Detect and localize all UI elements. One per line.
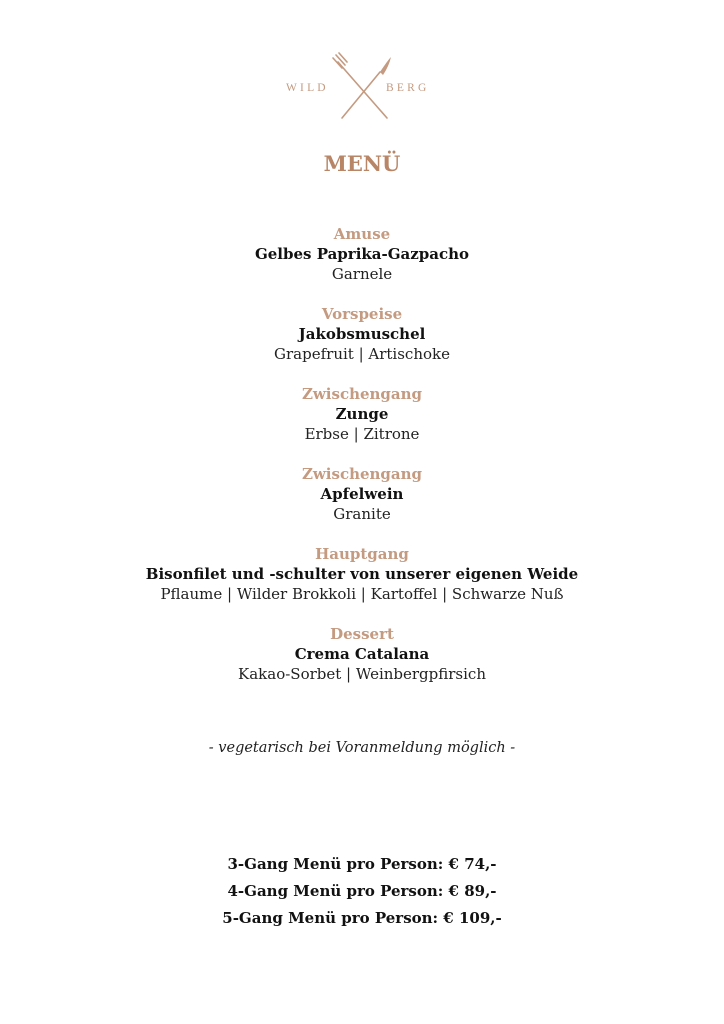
course-vorspeise <box>0 304 724 364</box>
course-label: Hauptgang <box>315 545 409 563</box>
logo-word-berg: BERG <box>386 82 430 94</box>
course-hauptgang <box>0 544 724 604</box>
price-list <box>0 851 724 932</box>
course-dish: Gelbes Paprika-Gazpacho <box>254 245 470 263</box>
course-garnish: Kakao-Sorbet | Weinbergpfirsich <box>238 665 486 683</box>
price-4-course: 4-Gang Menü pro Person: € 89,- <box>227 882 497 900</box>
course-label: Dessert <box>330 625 394 643</box>
wildberg-logo <box>262 52 462 122</box>
menu-title: MENÜ <box>323 151 401 176</box>
course-garnish: Pflaume | Wilder Brokkoli | Kartoffel | Schwarze Nuß <box>160 585 564 603</box>
course-zwischengang-2 <box>0 464 724 524</box>
course-label: Amuse <box>333 225 391 243</box>
course-label: Zwischengang <box>301 385 423 403</box>
course-garnish: Erbse | Zitrone <box>304 425 420 443</box>
course-dish: Zunge <box>335 405 389 423</box>
course-dish: Crema Catalana <box>294 645 430 663</box>
course-dessert <box>0 624 724 684</box>
course-zwischengang-1 <box>0 384 724 444</box>
course-dish: Apfelwein <box>320 485 404 503</box>
course-amuse <box>0 224 724 284</box>
course-label: Vorspeise <box>321 305 403 323</box>
logo-word-wild: WILD <box>286 82 329 94</box>
course-dish: Jakobsmuschel <box>298 325 426 343</box>
course-garnish: Garnele <box>331 265 393 283</box>
course-label: Zwischengang <box>301 465 423 483</box>
price-3-course: 3-Gang Menü pro Person: € 74,- <box>227 855 497 873</box>
course-list <box>0 224 724 704</box>
course-garnish: Granite <box>333 505 391 523</box>
vegetarian-note: - vegetarisch bei Voranmeldung möglich - <box>208 740 516 756</box>
course-dish: Bisonfilet und -schulter von unserer eigenen Weide <box>145 565 579 583</box>
course-garnish: Grapefruit | Artischoke <box>274 345 450 363</box>
price-5-course: 5-Gang Menü pro Person: € 109,- <box>222 909 502 927</box>
